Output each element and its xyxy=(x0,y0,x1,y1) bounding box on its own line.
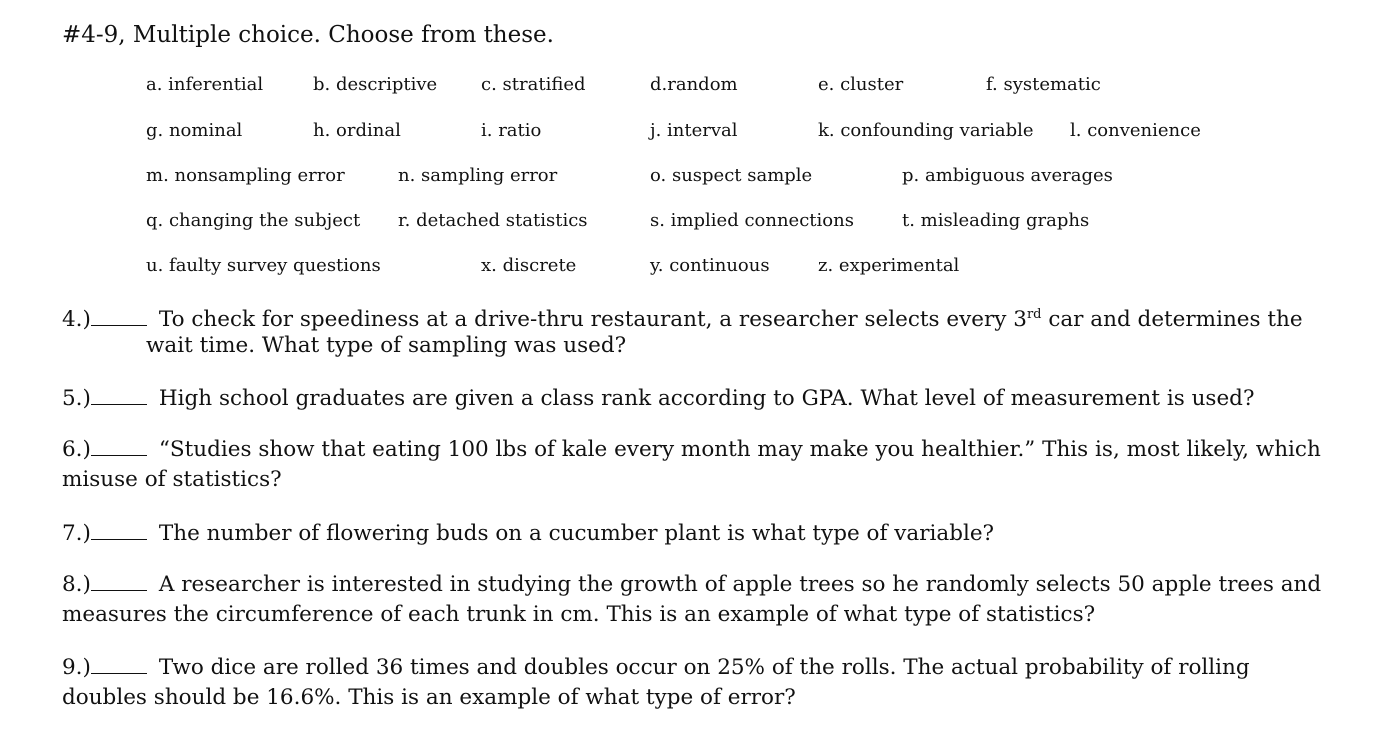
question-number: 9.) xyxy=(62,655,91,680)
question-text: High school graduates are given a class rank according to GPA. What level of measurement is used? xyxy=(158,386,1255,411)
question-number: 4.) xyxy=(62,307,91,333)
question-number: 8.) xyxy=(62,572,91,597)
option-y: y. continuous xyxy=(650,255,770,276)
option-z: z. experimental xyxy=(818,255,960,276)
option-i: i. ratio xyxy=(481,120,542,141)
option-d: d.random xyxy=(650,74,738,95)
question-6-line2: misuse of statistics? xyxy=(62,467,282,492)
answer-blank[interactable] xyxy=(91,435,147,456)
option-k: k. confounding variable xyxy=(818,120,1034,141)
option-t: t. misleading graphs xyxy=(902,210,1090,231)
option-s: s. implied connections xyxy=(650,210,854,231)
question-8-line2: measures the circumference of each trunk in cm. This is an example of what type of statistics? xyxy=(62,602,1096,627)
option-p: p. ambiguous averages xyxy=(902,165,1113,186)
question-4-line2: wait time. What type of sampling was used? xyxy=(146,333,627,358)
option-h: h. ordinal xyxy=(313,120,401,141)
option-q: q. changing the subject xyxy=(146,210,361,231)
question-5 xyxy=(62,382,1254,415)
question-6 xyxy=(62,433,1321,466)
option-o: o. suspect sample xyxy=(650,165,813,186)
option-a: a. inferential xyxy=(146,74,264,95)
option-r: r. detached statistics xyxy=(398,210,588,231)
option-l: l. convenience xyxy=(1070,120,1201,141)
option-x: x. discrete xyxy=(481,255,577,276)
question-text: A researcher is interested in studying the growth of apple trees so he randomly selects 50 apple trees and xyxy=(158,572,1322,597)
question-text: Two dice are rolled 36 times and doubles occur on 25% of the rolls. The actual probability of rolling xyxy=(158,655,1250,680)
answer-blank[interactable] xyxy=(91,653,147,674)
question-8 xyxy=(62,568,1321,601)
option-n: n. sampling error xyxy=(398,165,558,186)
option-c: c. stratified xyxy=(481,74,586,95)
option-g: g. nominal xyxy=(146,120,243,141)
question-text: To check for speediness at a drive-thru restaurant, a researcher selects every 3 xyxy=(158,307,1027,333)
question-number: 5.) xyxy=(62,386,91,411)
answer-blank[interactable] xyxy=(91,384,147,405)
page-heading: #4-9, Multiple choice. Choose from these. xyxy=(62,22,554,48)
option-b: b. descriptive xyxy=(313,74,438,95)
option-m: m. nonsampling error xyxy=(146,165,345,186)
ordinal-suffix: rd xyxy=(1026,307,1042,322)
question-9-line2: doubles should be 16.6%. This is an example of what type of error? xyxy=(62,685,796,710)
question-9 xyxy=(62,651,1250,684)
question-4 xyxy=(62,298,1303,336)
question-text: The number of flowering buds on a cucumber plant is what type of variable? xyxy=(158,521,995,546)
answer-blank[interactable] xyxy=(91,570,147,591)
option-u: u. faulty survey questions xyxy=(146,255,381,276)
question-number: 7.) xyxy=(62,521,91,546)
question-7 xyxy=(62,517,994,550)
option-e: e. cluster xyxy=(818,74,904,95)
option-f: f. systematic xyxy=(986,74,1101,95)
question-number: 6.) xyxy=(62,437,91,462)
question-text-cont: car and determines the xyxy=(1041,307,1303,333)
question-text: “Studies show that eating 100 lbs of kale every month may make you healthier.” This is, most likely, which xyxy=(158,437,1321,462)
answer-blank[interactable] xyxy=(91,305,147,326)
answer-blank[interactable] xyxy=(91,519,147,540)
option-j: j. interval xyxy=(650,120,738,141)
